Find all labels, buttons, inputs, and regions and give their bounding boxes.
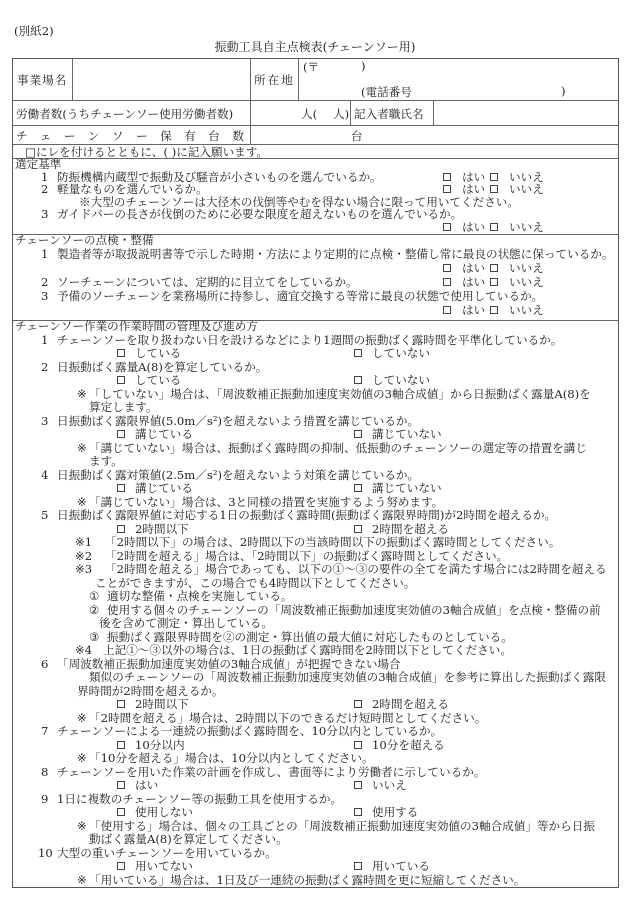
item-number: 6	[41, 656, 49, 671]
option-label: はい	[462, 182, 486, 197]
note-mark: ※	[77, 494, 87, 509]
question-item	[13, 290, 618, 304]
option-label: はい	[135, 778, 159, 792]
item-number: 5	[41, 508, 49, 522]
question-text: 製造者等が取扱説明書等で示した時期・方法により定期的に点検・整備し常に最良の状態に保っているか。	[57, 247, 614, 261]
question-text: 「周波数補正振動加速度実効値の3軸合成値」が把握できない場合	[57, 656, 401, 671]
document-label: (別紙2)	[14, 24, 54, 38]
question-text: チェーンソーを取り扱わない日を設けるなどにより1週間の振動ばく露時間を平準化しているか。	[57, 332, 563, 347]
option-label: いいえ	[509, 261, 544, 275]
option-label: はい	[462, 261, 486, 275]
checkbox-option-2[interactable]	[354, 808, 362, 816]
section-title: 選定基準	[15, 157, 62, 171]
workplace-input[interactable]	[73, 59, 249, 100]
checkbox-option-1[interactable]	[117, 781, 125, 789]
question-text: 防振機構内蔵型で振動及び騒音が小さいものを選んでいるか。	[57, 169, 382, 184]
condition-text: 使用する個々のチェーンソーの「周波数補正振動加速度実効値の3軸合成値」を点検・整備の前	[107, 602, 601, 617]
checklist-form	[12, 58, 619, 888]
location-label: 所在地	[254, 73, 295, 87]
condition-mark: ①	[89, 589, 100, 603]
option-label: いいえ	[509, 219, 544, 234]
note-text: 「講じていない」場合は、3と同様の措置を実施するよう努めます。	[89, 494, 444, 509]
item-number: 10	[38, 845, 53, 860]
checkbox-option-1[interactable]	[117, 376, 125, 384]
postal-open: (〒	[303, 60, 320, 74]
item-number: 2	[41, 359, 49, 374]
option-label: 使用する	[372, 805, 419, 819]
recorder-label: 記入者職氏名	[354, 107, 424, 121]
option-label: いいえ	[509, 169, 544, 184]
note-text: ます。	[89, 454, 123, 468]
item-number: 3	[41, 289, 49, 303]
question-text: 1日に複数のチェーンソー等の振動工具を使用するか。	[57, 791, 343, 806]
note-mark: ※	[77, 386, 87, 401]
checkbox-option-2[interactable]	[354, 430, 362, 438]
question-text: 日振動ばく露量A(8)を算定しているか。	[57, 359, 268, 374]
note-mark: ※	[77, 710, 87, 725]
note-text: ことができますが、この場合でも4時間以下としてください。	[95, 575, 416, 590]
checkbox-yes[interactable]	[443, 278, 451, 286]
instruction-row	[13, 144, 618, 159]
checkbox-option-2[interactable]	[354, 781, 362, 789]
note-mark: ※	[77, 440, 87, 455]
checkbox-option-2[interactable]	[354, 484, 362, 492]
note-text: ※大型のチェーンソーは大径木の伐倒等やむを得ない場合に限って用いてください。	[79, 194, 519, 209]
chainsaw-count-label: チェーンソー保有台数	[16, 129, 244, 143]
checkbox-option-2[interactable]	[354, 376, 362, 384]
note-mark: ※4	[75, 643, 93, 657]
checkbox-no[interactable]	[490, 185, 498, 193]
option-label: 2時間を超える	[372, 521, 449, 536]
option-label: 10分を超える	[372, 737, 445, 752]
question-text: 大型の重いチェーンソーを用いているか。	[57, 845, 277, 860]
note-text: 「2時間を超える」場合は、「2時間以下」の振動ばく露時間としてください。	[105, 548, 509, 563]
note-mark: ※3	[75, 562, 93, 576]
question-item	[13, 276, 618, 290]
workers-label: 労働者数(うちチェーンソー使用労働者数)	[16, 107, 234, 121]
item-number: 3	[41, 207, 49, 222]
condition-mark: ③	[89, 629, 100, 644]
checkbox-option-1[interactable]	[117, 808, 125, 816]
checkbox-yes[interactable]	[443, 223, 451, 231]
option-label: はい	[462, 219, 486, 234]
section-selection-criteria	[13, 158, 618, 235]
option-label: 2時間以下	[135, 521, 189, 536]
checkbox-option-2[interactable]	[354, 741, 362, 749]
sub-question-text: 界時間が2時間を超えるか。	[77, 683, 224, 698]
item-number: 9	[41, 791, 49, 806]
option-label: 講じている	[135, 481, 193, 495]
phone-close: )	[561, 84, 566, 98]
question-text: 予備のソーチェーンを業務場所に持参し、適宜交換する等常に最良の状態で使用しているか。	[57, 289, 544, 303]
note-text: 「講じていない」場合は、振動ばく露時間の抑制、低振動のチェーンソーの選定等の措置を講じ	[89, 440, 587, 455]
note-mark: ※	[77, 751, 87, 765]
page-title: 振動工具自主点検表(チェーンソー用)	[214, 40, 416, 54]
option-label: いいえ	[372, 778, 407, 792]
question-text: 軽量なものを選んでいるか。	[57, 182, 208, 197]
workers-count-input[interactable]	[251, 100, 349, 125]
checkbox-yes[interactable]	[443, 173, 451, 181]
checkbox-no[interactable]	[490, 223, 498, 231]
option-label: していない	[372, 373, 430, 387]
note-text: 算定します。	[89, 400, 158, 414]
chainsaw-workers-unit: 人)	[333, 107, 350, 121]
option-label: はい	[462, 169, 486, 184]
item-number: 7	[41, 724, 49, 738]
checkbox-option-2[interactable]	[354, 349, 362, 357]
condition-mark: ②	[89, 602, 100, 617]
item-number: 1	[41, 247, 49, 261]
checkbox-option-1[interactable]	[117, 349, 125, 357]
note-text: 「用いている」場合は、1日及び一連続の振動ばく露時間を更に短縮してください。	[89, 872, 526, 887]
option-label: いいえ	[509, 275, 544, 289]
checkbox-yes[interactable]	[443, 306, 451, 314]
workers-unit: 人(	[301, 107, 318, 121]
note-text: 「10分を超える」場合は、10分以内としてください。	[89, 751, 374, 765]
checkbox-option-2[interactable]	[354, 525, 362, 533]
checkbox-option-1[interactable]	[117, 525, 125, 533]
question-text: 日振動ばく露限界値に対応する1日の振動ばく露時間(振動ばく露限界時間)が2時間を超えるか。	[57, 508, 557, 522]
option-label: していない	[372, 346, 430, 360]
option-label: 用いている	[372, 859, 430, 873]
note-text: 「使用する」場合は、個々の工具ごとの「周波数補正振動加速度実効値の3軸合成値」等から日振	[89, 818, 595, 833]
workplace-label: 事業場名	[17, 73, 68, 87]
condition-text: 振動ばく露限界時間を②の測定・算出値の最大値に対応したものとしている。	[107, 629, 513, 644]
checkbox-option-1[interactable]	[117, 741, 125, 749]
question-text: ガイドバーの長さが伐倒のために必要な限度を超えないものを選んでいるか。	[57, 207, 463, 222]
option-label: している	[135, 346, 182, 360]
section-work-time-management	[13, 320, 618, 889]
checkbox-option-1[interactable]	[117, 862, 125, 870]
option-label: いいえ	[509, 303, 544, 317]
checkbox-no[interactable]	[490, 173, 498, 181]
option-label: はい	[462, 303, 486, 317]
option-label: 講じていない	[372, 427, 442, 441]
instruction-text: □にレを付けるとともに、( )に記入願います。	[25, 145, 269, 159]
checkbox-option-1[interactable]	[117, 430, 125, 438]
phone-label: (電話番号	[361, 85, 412, 99]
note-mark: ※1	[75, 535, 93, 549]
sub-question-text: 類似のチェーンソーの「周波数補正振動加速度実効値の3軸合成値」を参考に算出した振動ばく露限	[89, 670, 606, 684]
location-input[interactable]	[299, 59, 619, 100]
question-text: チェーンソーを用いた作業の計画を作成し、書面等により労働者に示しているか。	[57, 764, 486, 779]
checkbox-yes[interactable]	[443, 185, 451, 193]
option-label: している	[135, 373, 182, 387]
question-text: チェーンソーによる一連続の振動ばく露時間を、10分以内としているか。	[57, 724, 443, 738]
workplace-row	[13, 59, 618, 101]
question-item	[13, 183, 618, 196]
item-number: 1	[41, 169, 49, 184]
checkbox-yes[interactable]	[443, 264, 451, 272]
count-unit: 台	[351, 129, 363, 143]
item-number: 3	[41, 413, 49, 428]
chainsaw-count-input[interactable]	[251, 125, 619, 144]
question-item	[13, 248, 618, 262]
option-label: 2時間以下	[135, 697, 189, 711]
item-number: 2	[41, 182, 49, 197]
note-text: 「2時間を超える」場合は、2時間以下のできるだけ短時間としてください。	[89, 710, 487, 725]
note-mark: ※2	[75, 548, 93, 563]
section-maintenance	[13, 234, 618, 321]
checkbox-no[interactable]	[490, 306, 498, 314]
note-mark: ※	[77, 818, 87, 833]
note-text: 動ばく露量A(8)を算定してください。	[89, 832, 288, 846]
checkbox-option-2[interactable]	[354, 862, 362, 870]
question-text: ソーチェーンについては、定期的に目立てをしているか。	[57, 275, 358, 289]
item-number: 4	[41, 467, 49, 482]
condition-text: 後を含めて測定・算出している。	[99, 616, 273, 630]
recorder-input[interactable]	[434, 100, 619, 125]
checkbox-option-2[interactable]	[354, 700, 362, 708]
option-label: 使用しない	[135, 805, 193, 819]
section-title: チェーンソーの点検・整備	[15, 233, 154, 247]
option-label: 講じていない	[372, 481, 442, 495]
item-number: 2	[41, 275, 49, 289]
note-text: 「していない」場合は、「周波数補正振動加速度実効値の3軸合成値」から日振動ばく露量A(8)を	[89, 386, 591, 401]
option-label: 用いてない	[135, 859, 193, 873]
checkbox-option-1[interactable]	[117, 700, 125, 708]
note-text: 「2時間以下」の場合は、2時間以下の当該時間以下の振動ばく露時間としてください。	[105, 535, 561, 549]
chainsaw-count-row	[13, 125, 618, 145]
item-number: 8	[41, 764, 49, 779]
workers-row	[13, 100, 618, 126]
question-text: 日振動ばく露限界値(5.0m／s²)を超えないよう措置を講じているか。	[57, 413, 420, 428]
option-label: いいえ	[509, 182, 544, 197]
option-label: 講じている	[135, 427, 193, 441]
condition-text: 適切な整備・点検を実施している。	[107, 589, 293, 603]
option-label: 10分以内	[135, 737, 185, 752]
item-number: 1	[41, 332, 49, 347]
note-text: 上記①～③以外の場合は、1日の振動ばく露時間を2時間以下としてください。	[103, 643, 512, 657]
checkbox-no[interactable]	[490, 264, 498, 272]
note-text: 「2時間を超える」場合であっても、以下の①～③の要件の全てを満たす場合には2時間を超える	[105, 562, 607, 576]
checkbox-no[interactable]	[490, 278, 498, 286]
postal-close: )	[361, 59, 366, 73]
question-text: 日振動ばく露対策値(2.5m／s²)を超えないよう対策を講じているか。	[57, 467, 420, 482]
checkbox-option-1[interactable]	[117, 484, 125, 492]
option-label: 2時間を超える	[372, 697, 449, 711]
note-mark: ※	[77, 872, 87, 887]
option-label: はい	[462, 275, 486, 289]
section-title: チェーンソー作業の作業時間の管理及び進め方	[15, 319, 258, 333]
